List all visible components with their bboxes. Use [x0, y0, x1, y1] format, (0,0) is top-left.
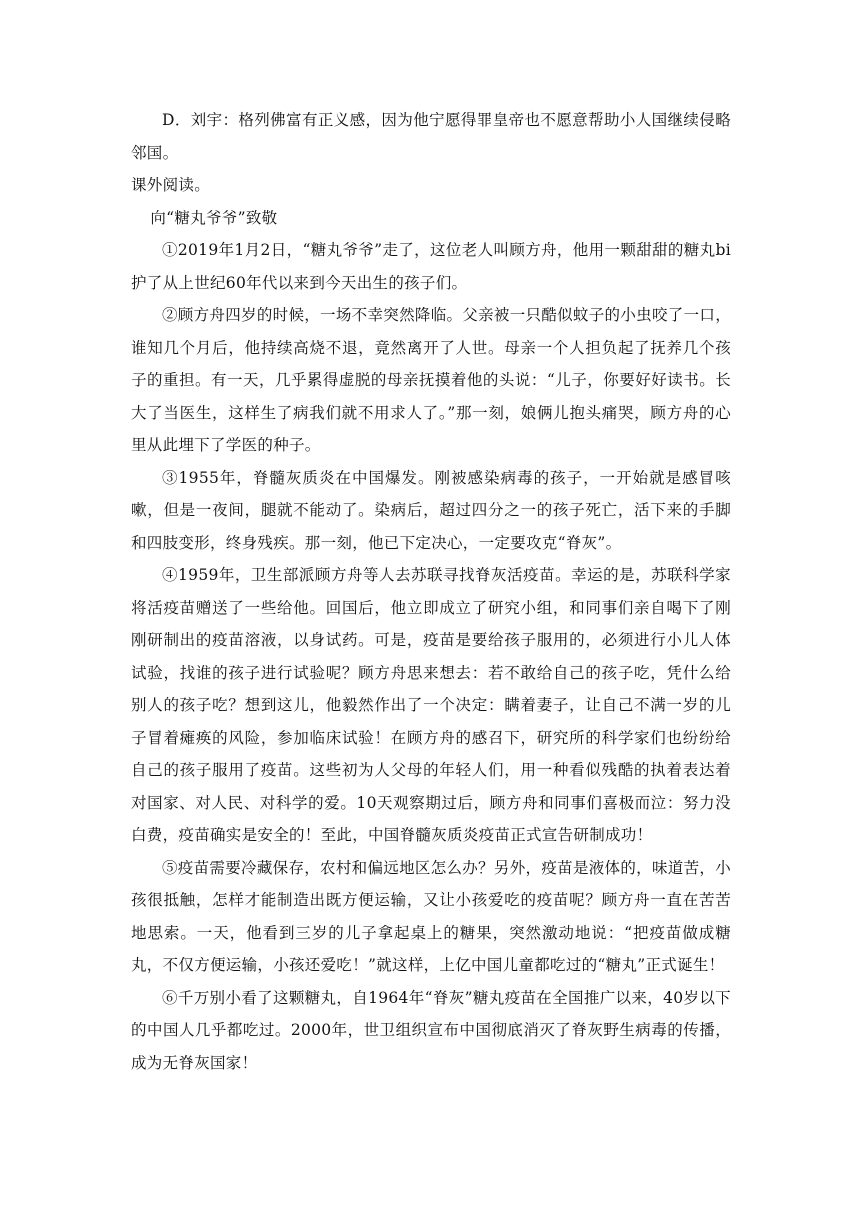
paragraph-4: ④1959年，卫生部派顾方舟等人去苏联寻找脊灰活疫苗。幸运的是，苏联科学家将活疫苗赠送了一些给他。回国后，他立即成立了研究小组，和同事们亲自喝下了刚刚研制出的疫苗溶液，以身试药。可是，疫苗是要给孩子服用的，必须进行小儿人体试验，找谁的孩子进行试验呢？顾方舟思来想去：若不敢给自己的孩子吃，凭什么给别人的孩子吃？想到这儿，他毅然作出了一个决定：瞒着妻子，让自己不满一岁的儿子冒着瘫痪的风险，参加临床试验！在顾方舟的感召下，研究所的科学家们也纷纷给自己的孩子服用了疫苗。这些初为人父母的年轻人们，用一种看似残酷的执着表达着对国家、对人民、对科学的爱。10天观察期过后，顾方舟和同事们喜极而泣：努力没白费，疫苗确实是安全的！至此，中国脊髓灰质炎疫苗正式宣告研制成功！ — [131, 566, 731, 844]
section-label: 课外阅读。 — [131, 176, 211, 194]
document-body — [131, 104, 731, 1079]
paragraph-5: ⑤疫苗需要冷藏保存，农村和偏远地区怎么办？另外，疫苗是液体的，味道苦，小孩很抵触，怎样才能制造出既方便运输，又让小孩爱吃的疫苗呢？顾方舟一直在苦苦地思索。一天，他看到三岁的儿子拿起桌上的糖果，突然激动地说：“把疫苗做成糖丸，不仅方便运输，小孩还爱吃！”就这样，上亿中国儿童都吃过的“糖丸”正式诞生！ — [131, 858, 731, 974]
paragraph-3: ③1955年，脊髓灰质炎在中国爆发。刚被感染病毒的孩子，一开始就是感冒咳嗽，但是一夜间，腿就不能动了。染病后，超过四分之一的孩子死亡，活下来的手脚和四肢变形，终身残疾。那一刻，他已下定决心，一定要攻克“脊灰”。 — [131, 468, 731, 552]
answer-option-d: D．刘宇：格列佛富有正义感，因为他宁愿得罪皇帝也不愿意帮助小人国继续侵略邻国。 — [131, 111, 731, 162]
paragraph-1: ①2019年1月2日，“糖丸爷爷”走了，这位老人叫顾方舟，他用一颗甜甜的糖丸bi护了从上世纪60年代以来到今天出生的孩子们。 — [131, 241, 731, 292]
paragraph-2: ②顾方舟四岁的时候，一场不幸突然降临。父亲被一只酷似蚊子的小虫咬了一口，谁知几个月后，他持续高烧不退，竟然离开了人世。母亲一个人担负起了抚养几个孩子的重担。有一天，几乎累得虚脱的母亲抚摸着他的头说：“儿子，你要好好读书。长大了当医生，这样生了病我们就不用求人了。”那一刻，娘俩儿抱头痛哭，顾方舟的心里从此埋下了学医的种子。 — [131, 306, 731, 454]
paragraph-6: ⑥千万别小看了这颗糖丸，自1964年“脊灰”糖丸疫苗在全国推广以来，40岁以下的中国人几乎都吃过。2000年，世卫组织宣布中国彻底消灭了脊灰野生病毒的传播，成为无脊灰国家！ — [131, 988, 731, 1072]
article-title: 向“糖丸爷爷”致敬 — [150, 208, 278, 227]
